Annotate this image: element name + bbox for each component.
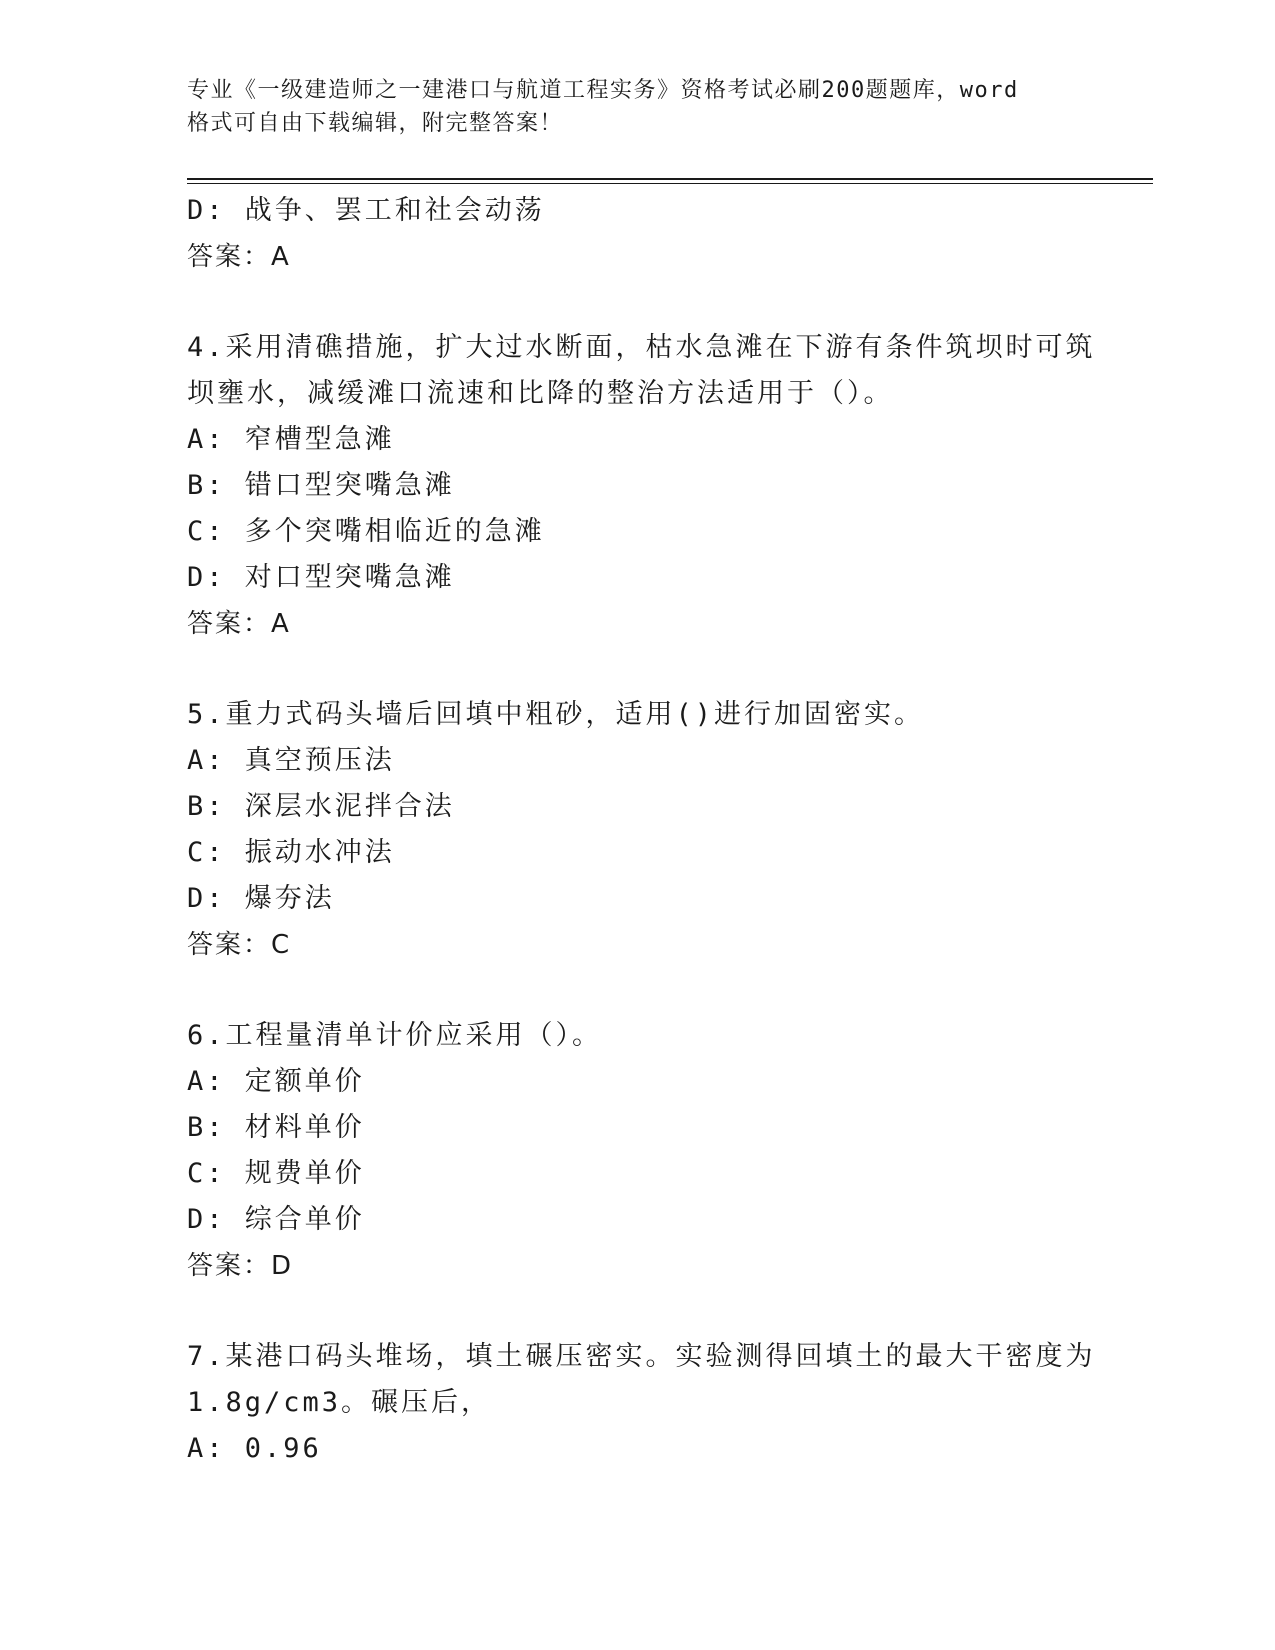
q4-option-b: B: 错口型突嘴急滩 [187, 470, 455, 501]
question-content [187, 188, 1096, 1472]
q4-option-c: C: 多个突嘴相临近的急滩 [187, 516, 545, 547]
q6-stem-line-1: 6.工程量清单计价应采用（）。 [187, 1020, 603, 1051]
q4-option-d: D: 对口型突嘴急滩 [187, 562, 455, 593]
prev-option-d: D: 战争、罢工和社会动荡 [187, 195, 545, 226]
q5-option-b: B: 深层水泥拌合法 [187, 791, 455, 822]
q6-option-a: A: 定额单价 [187, 1066, 365, 1097]
spacer [187, 1289, 1087, 1334]
page-header [187, 74, 1067, 140]
q6-option-d: D: 综合单价 [187, 1204, 365, 1235]
q4-stem-line-2: 坝壅水，减缓滩口流速和比降的整治方法适用于（）。 [187, 378, 894, 409]
q4-answer: 答案：A [187, 609, 291, 639]
q5-option-d: D: 爆夯法 [187, 883, 335, 914]
header-rule-thin [187, 183, 1153, 184]
header-line-2: 格式可自由下载编辑，附完整答案！ [187, 111, 564, 136]
q4-stem-line-1: 4.采用清礁措施，扩大过水断面，枯水急滩在下游有条件筑坝时可筑 [187, 332, 1096, 363]
q5-option-c: C: 振动水冲法 [187, 837, 395, 868]
spacer [187, 280, 1087, 325]
q6-answer: 答案：D [187, 1251, 294, 1281]
q7-stem-line-2: 1.8g/cm3。碾压后， [187, 1387, 492, 1418]
q4-option-a: A: 窄槽型急滩 [187, 424, 395, 455]
q5-option-a: A: 真空预压法 [187, 745, 395, 776]
q5-answer: 答案：C [187, 930, 292, 960]
header-rule-thick [187, 178, 1153, 180]
spacer [187, 647, 1087, 692]
q6-option-b: B: 材料单价 [187, 1112, 365, 1143]
spacer [187, 968, 1087, 1013]
q6-option-c: C: 规费单价 [187, 1158, 365, 1189]
prev-answer: 答案：A [187, 242, 291, 272]
header-line-1: 专业《一级建造师之一建港口与航道工程实务》资格考试必刷200题题库，word [187, 78, 1019, 103]
q7-stem-line-1: 7.某港口码头堆场，填土碾压密实。实验测得回填土的最大干密度为 [187, 1341, 1096, 1372]
q7-option-a: A: 0.96 [187, 1433, 322, 1464]
q5-stem-line-1: 5.重力式码头墙后回填中粗砂，适用()进行加固密实。 [187, 699, 925, 730]
